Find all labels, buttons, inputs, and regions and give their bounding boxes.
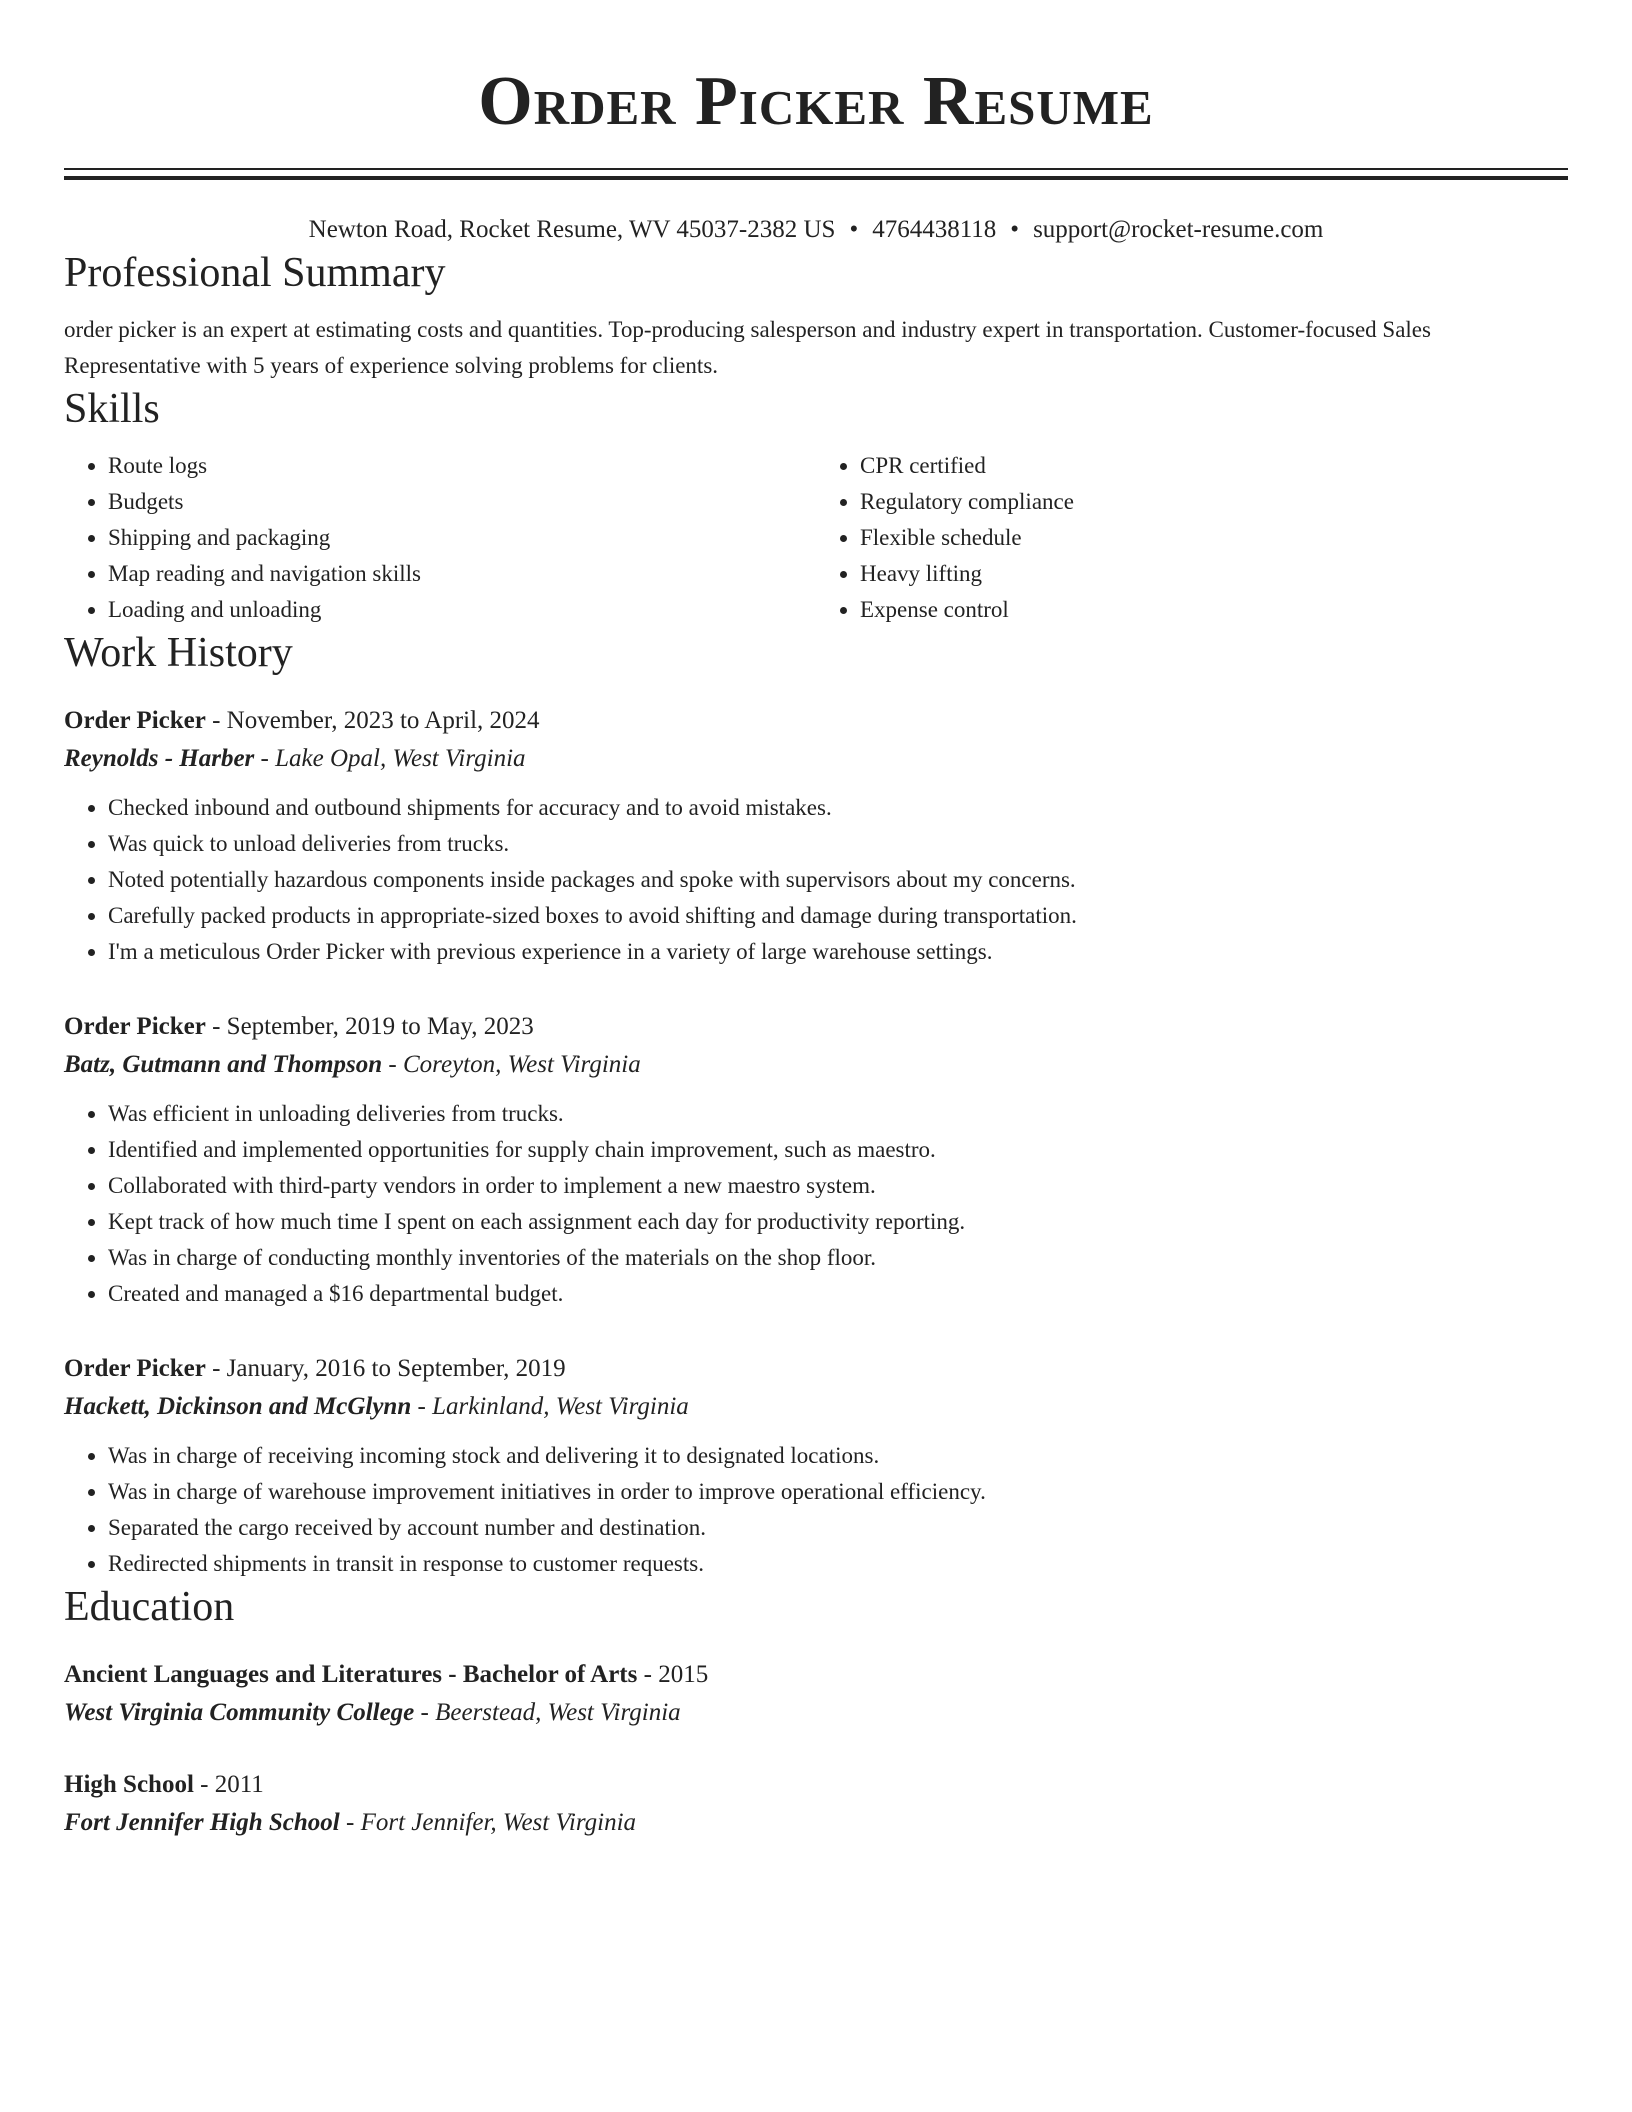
company-line xyxy=(64,740,1568,778)
duty-item: • Was efficient in unloading deliveries from trucks. xyxy=(108,1096,1568,1132)
skill-item: • Map reading and navigation skills xyxy=(108,556,816,592)
duty-item: • Redirected shipments in transit in response to customer requests. xyxy=(108,1546,1568,1582)
duty-item: • Checked inbound and outbound shipments for accuracy and to avoid mistakes. xyxy=(108,790,1568,826)
contact-line xyxy=(64,212,1568,248)
school-name: West Virginia Community College xyxy=(64,1699,415,1726)
company-line xyxy=(64,1388,1568,1426)
skills-heading: Skills xyxy=(64,386,160,432)
contact-separator: • xyxy=(849,216,859,243)
skill-item: • Loading and unloading xyxy=(108,592,816,628)
skill-item: • Expense control xyxy=(860,592,1568,628)
job-duties xyxy=(64,1096,1568,1312)
duty-item: • I'm a meticulous Order Picker with previous experience in a variety of large warehouse settings. xyxy=(108,934,1568,970)
contact-address: Newton Road, Rocket Resume, WV 45037-2382 US xyxy=(308,216,836,243)
skills-list xyxy=(64,448,1568,628)
degree-name: High School xyxy=(64,1771,194,1798)
school-location: - Beerstead, West Virginia xyxy=(414,1699,681,1726)
contact-separator: • xyxy=(1010,216,1020,243)
degree-year: - 2011 xyxy=(193,1771,264,1798)
skill-item: • Budgets xyxy=(108,484,816,520)
job-entry xyxy=(64,702,1568,970)
job-title: Order Picker xyxy=(64,707,206,734)
school-line xyxy=(64,1694,1568,1732)
duty-item: • Kept track of how much time I spent on each assignment each day for productivity reporting. xyxy=(108,1204,1568,1240)
degree-name: Ancient Languages and Literatures - Bachelor of Arts xyxy=(64,1661,638,1688)
duty-item: • Was in charge of receiving incoming stock and delivering it to designated locations. xyxy=(108,1438,1568,1474)
degree-line xyxy=(64,1766,1568,1804)
duty-item: • Separated the cargo received by account number and destination. xyxy=(108,1510,1568,1546)
education-entry xyxy=(64,1766,1568,1842)
company-location: - Coreyton, West Virginia xyxy=(382,1051,641,1078)
company-name: Reynolds - Harber xyxy=(64,745,255,772)
skill-item: • Heavy lifting xyxy=(860,556,1568,592)
company-name: Batz, Gutmann and Thompson xyxy=(64,1051,383,1078)
job-entry xyxy=(64,1350,1568,1582)
title-divider xyxy=(64,168,1568,180)
duty-item: • Collaborated with third-party vendors in order to implement a new maestro system. xyxy=(108,1168,1568,1204)
school-line xyxy=(64,1804,1568,1842)
job-title-line xyxy=(64,702,1568,740)
job-entry xyxy=(64,1008,1568,1312)
job-duties xyxy=(64,790,1568,970)
page-title: Order Picker Resume xyxy=(478,63,1154,140)
duty-item: • Was in charge of conducting monthly inventories of the materials on the shop floor. xyxy=(108,1240,1568,1276)
skill-item: • Shipping and packaging xyxy=(108,520,816,556)
company-line xyxy=(64,1046,1568,1084)
summary-text: order picker is an expert at estimating costs and quantities. Top-producing salesperson and industry expert in transportation. Customer-focused Sales Representative with 5 years of experience solving problems for clients. xyxy=(64,317,1431,378)
skills-column-left xyxy=(64,448,816,628)
duty-item: • Noted potentially hazardous components inside packages and spoke with supervisors about my concerns. xyxy=(108,862,1568,898)
company-location: - Larkinland, West Virginia xyxy=(411,1393,689,1420)
school-location: - Fort Jennifer, West Virginia xyxy=(339,1809,637,1836)
job-title: Order Picker xyxy=(64,1355,206,1382)
degree-year: - 2015 xyxy=(637,1661,709,1688)
company-name: Hackett, Dickinson and McGlynn xyxy=(64,1393,412,1420)
job-dates: - November, 2023 to April, 2024 xyxy=(205,707,540,734)
duty-item: • Carefully packed products in appropriate-sized boxes to avoid shifting and damage during transportation. xyxy=(108,898,1568,934)
summary-heading: Professional Summary xyxy=(64,250,446,296)
job-title-line xyxy=(64,1350,1568,1388)
duty-item: • Identified and implemented opportunities for supply chain improvement, such as maestro. xyxy=(108,1132,1568,1168)
job-title: Order Picker xyxy=(64,1013,206,1040)
job-dates: - January, 2016 to September, 2019 xyxy=(205,1355,566,1382)
job-dates: - September, 2019 to May, 2023 xyxy=(205,1013,534,1040)
skill-item: • CPR certified xyxy=(860,448,1568,484)
company-location: - Lake Opal, West Virginia xyxy=(254,745,526,772)
duty-item: • Was in charge of warehouse improvement initiatives in order to improve operational efficiency. xyxy=(108,1474,1568,1510)
degree-line xyxy=(64,1656,1568,1694)
duty-item: • Created and managed a $16 departmental budget. xyxy=(108,1276,1568,1312)
contact-email: support@rocket-resume.com xyxy=(1033,216,1324,243)
job-title-line xyxy=(64,1008,1568,1046)
skill-item: • Route logs xyxy=(108,448,816,484)
work-history-heading: Work History xyxy=(64,630,293,676)
contact-phone: 4764438118 xyxy=(872,216,997,243)
duty-item: • Was quick to unload deliveries from trucks. xyxy=(108,826,1568,862)
skill-item: • Regulatory compliance xyxy=(860,484,1568,520)
education-heading: Education xyxy=(64,1584,235,1630)
education-entry xyxy=(64,1656,1568,1732)
skill-item: • Flexible schedule xyxy=(860,520,1568,556)
school-name: Fort Jennifer High School xyxy=(64,1809,340,1836)
skills-column-right xyxy=(816,448,1568,628)
job-duties xyxy=(64,1438,1568,1582)
